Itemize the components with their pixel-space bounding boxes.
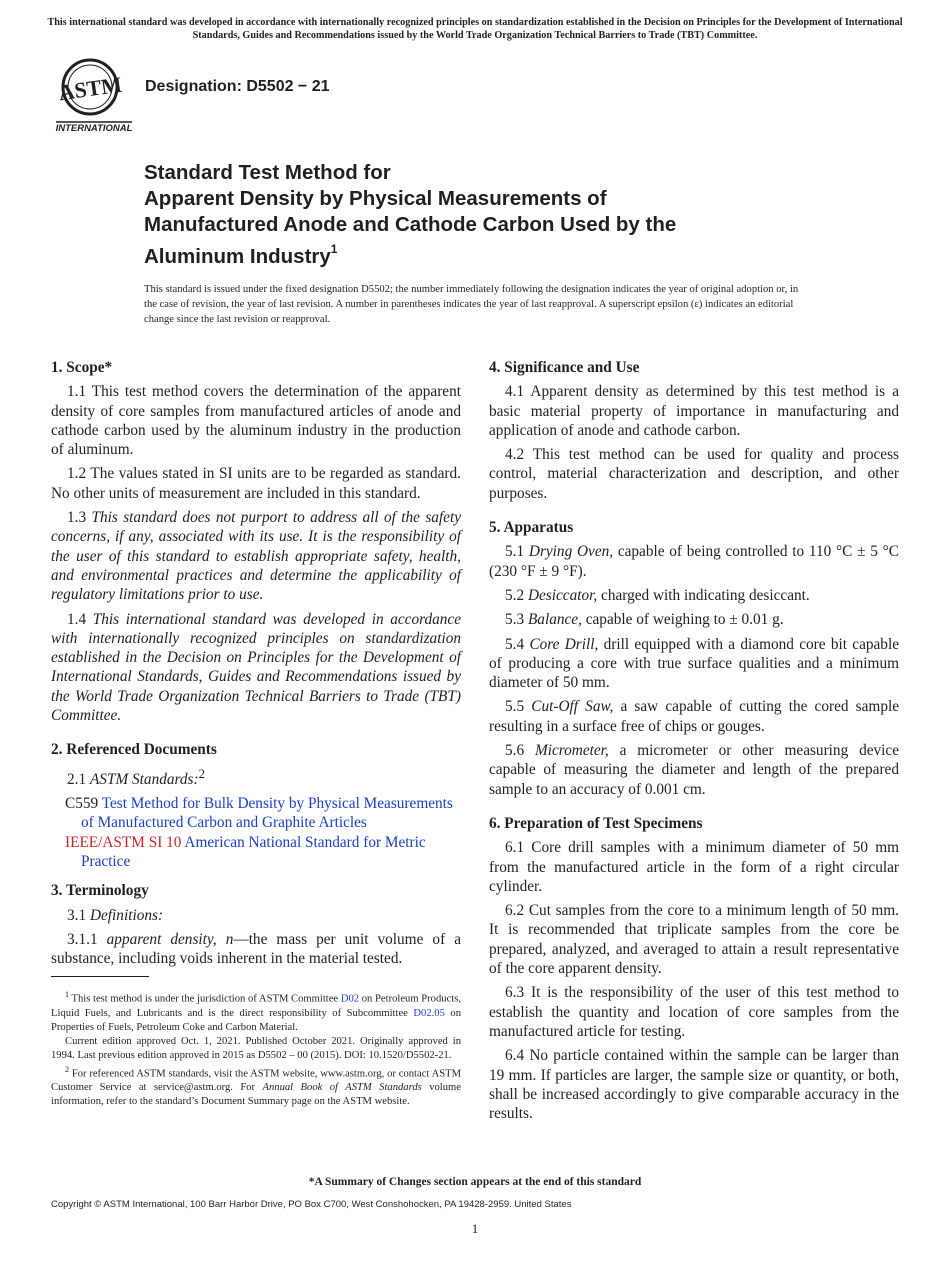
paragraph-4-1: 4.1 Apparent density as determined by this test method is a basic material property of importance in manufacturing and application of anode and cathode carbon. [489, 383, 899, 439]
paragraph-number: 5.2 [505, 586, 525, 604]
reference-link-c559[interactable]: Test Method for Bulk Density by Physical Measurements of Manufactured Carbon and Graphite Articles [81, 795, 453, 832]
paragraph-text: This standard does not purport to address all of the safety concerns, if any, associated with its use. It is the responsibility of the user of this standard to establish appropriate safety, health, and environmental practices and determine the applicability of regulatory limitations prior to use. [51, 509, 462, 604]
svg-text:ASTM: ASTM [56, 71, 124, 106]
designation: Designation: D5502 − 21 [145, 78, 330, 95]
section-heading-preparation: 6. Preparation of Test Specimens [489, 814, 703, 832]
paragraph-text: drill equipped with a diamond core bit capable of producing a core with true surface qualities and a minimum diameter of 50 mm. [489, 635, 899, 692]
paragraph-5-5 [489, 697, 899, 736]
paragraph-5-1 [489, 542, 899, 581]
section-heading-terminology: 3. Terminology [51, 882, 149, 900]
paragraph-6-2: 6.2 Cut samples from the core to a minimum length of 50 mm. It is recommended that triplicate samples from the core be prepared, analyzed, and averaged to attain a result representative of the core apparent density. [489, 902, 899, 978]
astm-logo [52, 56, 136, 134]
paragraph-text: Definitions: [89, 906, 164, 924]
title-line [144, 238, 784, 270]
footnote-text: volume information, refer to the standard’s Document Summary page on the ASTM website. [51, 1082, 461, 1108]
apparatus-term: Cut-Off Saw, [531, 698, 614, 716]
reference-c559 [65, 794, 461, 833]
copyright-line: Copyright © ASTM International, 100 Barr Harbor Drive, PO Box C700, West Conshohocken, PA 19428-2959. United States [51, 1199, 572, 1210]
page-number: 1 [471, 1221, 479, 1236]
footnote-text: on Petroleum Products, Liquid Fuels, and Lubricants and is the direct responsibility of Subcommittee [51, 993, 461, 1019]
paragraph-text: capable of weighing to ± 0.01 g. [581, 611, 784, 629]
section-heading-significance: 4. Significance and Use [489, 359, 640, 376]
paragraph-6-1: 6.1 Core drill samples with a minimum diameter of 50 mm from the manufactured article in the form of a right circular cylinder. [489, 839, 899, 895]
summary-of-changes-note: *A Summary of Changes section appears at the end of this standard [308, 1176, 642, 1188]
paragraph-1-3 [51, 508, 461, 604]
apparatus-term: Micrometer, [534, 742, 609, 760]
paragraph-number: 3.1 [67, 906, 87, 924]
footnote-number: 1 [65, 990, 69, 999]
footnote-text: For referenced ASTM standards, visit the ASTM website, www.astm.org, or contact ASTM Customer Service at service@astm.org. For [51, 1068, 462, 1094]
paragraph-6-3: 6.3 It is the responsibility of the user of this test method to establish the quantity and location of core samples from the manufactured article for testing. [489, 984, 899, 1040]
apparatus-term: Desiccator, [527, 586, 598, 604]
footnote-1-edition: Current edition approved Oct. 1, 2021. Published October 2021. Originally approved in 1994. Last previous edition approved in 2015 as D5502 – 00 (2015). DOI: 10.1520/D5502-21. [51, 1035, 461, 1061]
footnotes [51, 988, 461, 1109]
footnote-number: 2 [65, 1064, 69, 1074]
right-column [489, 358, 899, 1128]
title-line: Manufactured Anode and Cathode Carbon Used by the [144, 213, 677, 236]
paragraph-5-3 [489, 610, 899, 629]
paragraph-1-4 [51, 610, 461, 726]
paragraph-text: a saw capable of cutting the cored sample resulting in a surface free of chips or gouges. [489, 698, 900, 735]
reference-si10 [65, 833, 461, 872]
paragraph-5-2 [489, 586, 899, 605]
paragraph-number: 1.3 [67, 509, 87, 527]
svg-text:INTERNATIONAL: INTERNATIONAL [55, 123, 133, 134]
apparatus-term: Core Drill, [529, 635, 599, 653]
defined-term: apparent density, n [106, 930, 234, 948]
paragraph-number: 2.1 [67, 770, 87, 788]
issued-statement: This standard is issued under the fixed designation D5502; the number immediately following the designation indicates the year of original adoption or, in the case of revision, the year of last revision. A number in parentheses indicates the year of last reapproval. A superscript epsilon (ε) indicates an editorial change since the last revision or reapproval. [144, 284, 799, 325]
paragraph-number: 1.4 [67, 610, 87, 628]
apparatus-term: Drying Oven, [528, 543, 614, 561]
reference-code: C559 [65, 795, 99, 813]
section-heading-scope: 1. Scope* [51, 359, 113, 376]
paragraph-1-2: 1.2 The values stated in SI units are to be regarded as standard. No other units of measurement are included in this standard. [51, 465, 461, 502]
footnote-text-italic: Annual Book of ASTM Standards [262, 1082, 422, 1094]
footnote-2 [51, 1063, 461, 1110]
paragraph-number: 5.5 [505, 698, 525, 716]
paragraph-6-4: 6.4 No particle contained within the sample can be larger than 19 mm. If particles are larger, the sample size or quantity, or both, shall be increased accordingly to give comparable accuracy in the results. [489, 1047, 899, 1123]
definition-text: —the mass per unit volume of a substance, including voids inherent in the material tested. [51, 930, 462, 968]
title-footnote-marker: 1 [330, 242, 338, 256]
section-heading-referenced-documents: 2. Referenced Documents [51, 741, 217, 759]
subcommittee-link[interactable]: D02.05 [413, 1007, 445, 1019]
footnote-1 [51, 988, 461, 1035]
paragraph-5-4 [489, 635, 899, 693]
paragraph-1-1: 1.1 This test method covers the determination of the apparent density of core samples from manufactured articles of anode and cathode carbon used by the aluminum industry in the production of aluminum. [51, 383, 461, 459]
paragraph-number: 5.3 [505, 611, 525, 629]
paragraph-number: 5.1 [505, 543, 525, 561]
footnote-text: on Properties of Fuels, Petroleum Coke and Carbon Material. [51, 1007, 461, 1033]
section-heading-apparatus: 5. Apparatus [489, 519, 574, 537]
paragraph-5-6 [489, 741, 899, 799]
title-line: Apparent Density by Physical Measurements of [144, 187, 607, 210]
paragraph-2-1 [51, 765, 461, 789]
paragraph-text: ASTM Standards: [89, 770, 199, 788]
paragraph-3-1 [51, 906, 461, 925]
footnote-marker: 2 [198, 766, 205, 781]
paragraph-text: This international standard was developed in accordance with internationally recognized principles on standardization established in the Decision on Principles for the Development of International Standards, Guides and Recommendations issued by the World Trade Organization Technical Barriers to Trade (TBT) Committee. [51, 610, 461, 725]
reference-link-si10[interactable]: American National Standard for Metric Practice [81, 833, 426, 870]
paragraph-number: 5.6 [505, 742, 525, 760]
paragraph-3-1-1 [51, 930, 461, 969]
top-notice: This international standard was developed in accordance with internationally recognized principles on standardization established in the Decision on Principles for the Development of International Standards, Guides and Recommendations issued by the World Trade Organization Technical Barriers to Trade (TBT) Committee. [47, 17, 903, 41]
paragraph-number: 5.4 [505, 635, 525, 653]
paragraph-number: 3.1.1 [67, 930, 98, 948]
paragraph-text: a micrometer or other measuring device capable of measuring the diameter and length of the prepared sample to an accuracy of 0.001 cm. [489, 742, 899, 798]
reference-code-link[interactable]: IEEE/ASTM SI 10 [65, 833, 182, 851]
committee-link[interactable]: D02 [340, 993, 360, 1005]
footnote-text: This test method is under the jurisdiction of ASTM Committee [71, 993, 341, 1005]
paragraph-4-2: 4.2 This test method can be used for quality and process control, material characterization and description, and other purposes. [489, 446, 899, 502]
title-line-text: Aluminum Industry [144, 244, 331, 268]
document-title [144, 160, 784, 270]
apparatus-term: Balance, [527, 611, 582, 629]
paragraph-text: charged with indicating desiccant. [597, 586, 810, 604]
left-column [51, 358, 461, 973]
footnote-divider [51, 976, 149, 977]
paragraph-text: capable of being controlled to 110 °C ± 5 °C (230 °F ± 9 °F). [489, 543, 899, 580]
title-line: Standard Test Method for [144, 161, 391, 184]
